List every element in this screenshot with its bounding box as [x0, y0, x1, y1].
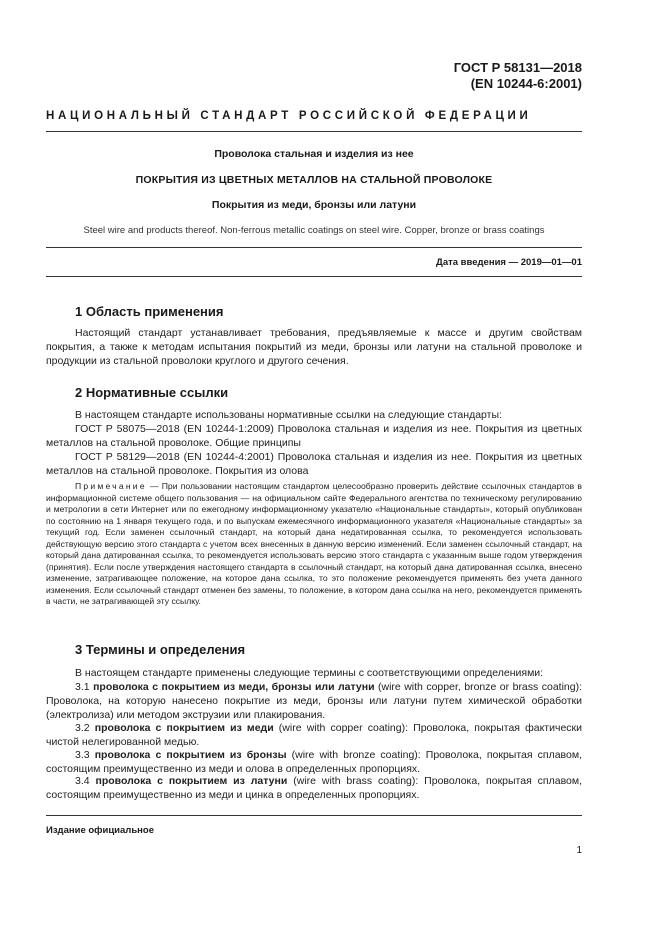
term-3-4: 3.4 проволока с покрытием из латуни (wire with brass coating): Проволока, покрытая сплавом, состоящим преимущественно из меди и цинка в определенных пропорциях.: [46, 775, 583, 802]
section-3-intro: В настоящем стандарте применены следующие термины с соответствующими определениями:: [75, 667, 544, 679]
section-2-heading: 2 Нормативные ссылки: [75, 385, 229, 400]
section-2-note: Примечание — При пользовании настоящим стандартом целесообразно проверить действие ссылочных стандартов в информационной системе общего пользования — на официальном сайте Федерального агентства по техническому регулированию и метрологии в сети Интернет или по ежегодному информационному указателю «Национальные стандарты», который опубликован по состоянию на 1 января текущего года, и по выпускам ежемесячного информационного указателя «Национальные стандарты» за текущий год. Если заменен ссылочный стандарт, на который дана недатированная ссылка, то рекомендуется использовать действующую версию этого стандарта с учетом всех внесенных в данную версию изменений. Если заменен ссылочный стандарт, на который дана датированная ссылка, то рекомендуется использовать версию этого стандарта с указанным выше годом утверждения (принятия). Если после утверждения настоящего стандарта в ссылочный стандарт, на который дана датированная ссылка, внесено изменение, затрагивающее положение, на которое дана ссылка, то это положение рекомендуется применять без учета данного изменения. Если ссылочный стандарт отменен без замены, то положение, в котором дана ссылка на него, рекомендуется применять в части, не затрагивающей эту ссылку.: [46, 481, 582, 606]
term-name: проволока с покрытием из бронзы: [94, 749, 287, 761]
title-rule: [46, 247, 582, 248]
term-3-2: 3.2 проволока с покрытием из меди (wire with copper coating): Проволока, покрытая фактически чистой нелегированной медью.: [46, 722, 582, 749]
term-name: проволока с покрытием из меди, бронзы или латуни: [93, 681, 375, 693]
date-rule: [46, 276, 582, 277]
national-standard-title: НАЦИОНАЛЬНЫЙ СТАНДАРТ РОССИЙСКОЙ ФЕДЕРАЦИИ: [46, 110, 532, 122]
page-number: 1: [576, 845, 582, 856]
section-3-heading: 3 Термины и определения: [75, 642, 246, 657]
gost-number: ГОСТ Р 58131—2018: [453, 60, 582, 75]
section-1-text: Настоящий стандарт устанавливает требования, предъявляемые к массе и другим свойствам покрытия, а также к методам испытания покрытий из меди, бронзы или латуни на стальной проволоке и продукции из стальной проволоки круглого и другого сечения.: [46, 327, 582, 368]
header-rule: [46, 131, 582, 132]
gost-designation: [454, 60, 582, 92]
title-main: ПОКРЫТИЯ ИЗ ЦВЕТНЫХ МЕТАЛЛОВ НА СТАЛЬНОЙ ПРОВОЛОКЕ: [135, 174, 493, 186]
term-3-1: 3.1 проволока с покрытием из меди, бронзы или латуни (wire with copper, bronze or brass coating): Проволока, на которую нанесено покрытие из меди, бронзы или латуни путем химической обработки (электролиза) или методом экструзии или плакирования.: [46, 681, 583, 722]
title-english: Steel wire and products thereof. Non-ferrous metallic coatings on steel wire. Copper, bronze or brass coatings: [83, 225, 545, 236]
section-1-heading: 1 Область применения: [75, 304, 224, 319]
term-name: проволока с покрытием из латуни: [95, 775, 288, 787]
footer-rule: [46, 815, 582, 816]
introduction-date: Дата введения — 2019—01—01: [436, 257, 582, 268]
title-part: Покрытия из меди, бронзы или латуни: [211, 199, 417, 211]
official-edition: Издание официальное: [46, 825, 154, 836]
note-label: Примечание: [75, 481, 147, 491]
term-name: проволока с покрытием из меди: [94, 722, 274, 734]
reference-1: ГОСТ Р 58075—2018 (EN 10244-1:2009) Проволока стальная и изделия из нее. Покрытия из цветных металлов на стальной проволоке. Общие принципы: [46, 423, 582, 450]
title-general: Проволока стальная и изделия из нее: [214, 148, 414, 160]
term-3-3: 3.3 проволока с покрытием из бронзы (wire with bronze coating): Проволока, покрытая сплавом, состоящим преимущественно из меди и олова в определенных пропорциях.: [46, 749, 582, 776]
reference-2: ГОСТ Р 58129—2018 (EN 10244-4:2001) Проволока стальная и изделия из нее. Покрытия из цветных металлов на стальной проволоке. Покрытия из олова: [46, 451, 582, 478]
en-number: (EN 10244-6:2001): [470, 76, 582, 91]
section-2-intro: В настоящем стандарте использованы нормативные ссылки на следующие стандарты:: [75, 409, 502, 421]
